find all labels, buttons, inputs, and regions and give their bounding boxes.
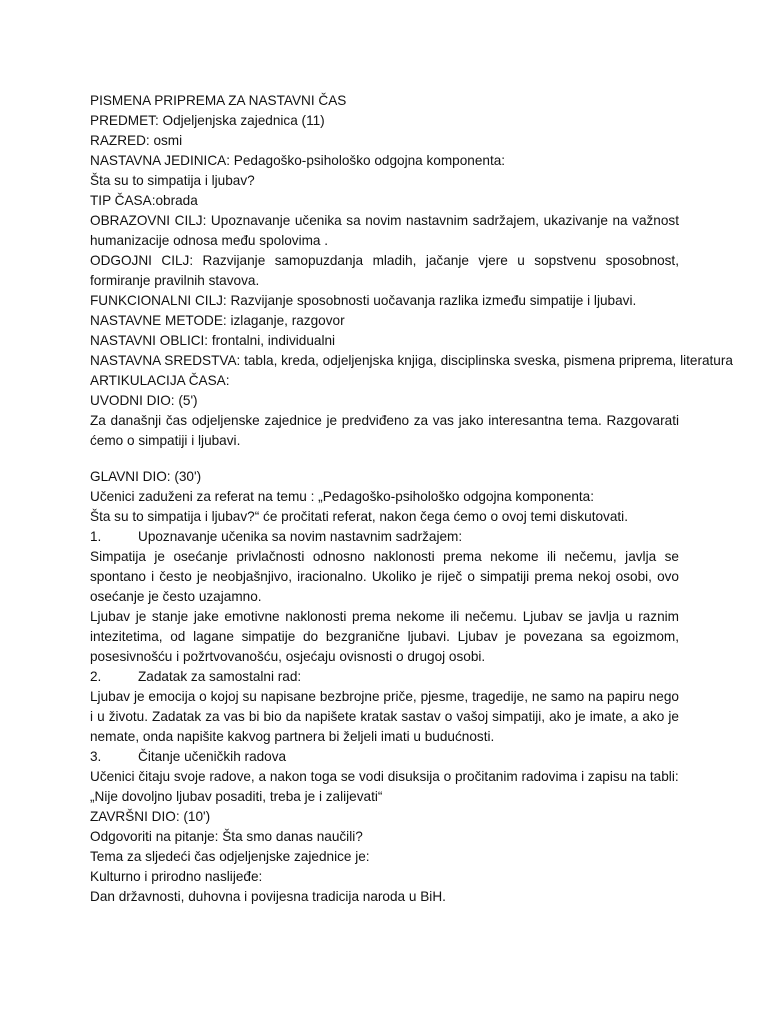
quote-line: „Nije dovoljno ljubav posaditi, treba je i zalijevati“ bbox=[90, 789, 383, 804]
assignment-paragraph: Ljubav je emocija o kojoj su napisane bezbrojne priče, pjesme, tragedije, ne samo na papiru nego i u životu. Zadatak za vas bi bio da napišete kratak sastav o vašoj simpatiji, ako je imate, a ako je nemate, onda napišite kakvog partnera bi željeli imati u budućnosti. bbox=[90, 689, 679, 744]
item-label: Upoznavanje učenika sa novim nastavnim sadržajem: bbox=[138, 529, 463, 544]
educational-goal: OBRAZOVNI CILJ: Upoznavanje učenika sa novim nastavnim sadržajem, ukazivanje na važnost humanizacije odnosa među spolovima . bbox=[90, 213, 679, 248]
lesson-unit-line: NASTAVNA JEDINICA: Pedagoško-psihološko odgojna komponenta: bbox=[90, 153, 506, 168]
reading-line: Učenici čitaju svoje radove, a nakon toga se vodi disuksija o pročitanim radovima i zapisu na tabli: bbox=[90, 769, 679, 784]
lesson-unit-subtitle: Šta su to simpatija i ljubav? bbox=[90, 173, 255, 188]
item-label: Čitanje učeničkih radova bbox=[138, 749, 287, 764]
item-number: 1. bbox=[90, 529, 102, 544]
love-paragraph: Ljubav je stanje jake emotivne naklonosti prema nekome ili nečemu. Ljubav se javlja u raznim intezitetima, od lagane simpatije do bezgranične ljubavi. Ljubav je povezana sa egoizmom, posesivnošću i požrtvovanošću, osjećaju ovisnosti o drugoj osobi. bbox=[90, 609, 679, 664]
teaching-aids: NASTAVNA SREDSTVA: tabla, kreda, odjeljenjska knjiga, disciplinska sveska, pismena priprema, literatura bbox=[90, 353, 733, 368]
intro-heading: UVODNI DIO: (5') bbox=[90, 393, 198, 408]
numbered-item-1 bbox=[90, 527, 679, 547]
closing-question: Odgovoriti na pitanje: Šta smo danas naučili? bbox=[90, 829, 363, 844]
grade-line: RAZRED: osmi bbox=[90, 133, 183, 148]
closing-heading: ZAVRŠNI DIO: (10') bbox=[90, 809, 211, 824]
item-number: 2. bbox=[90, 669, 102, 684]
upbringing-goal: ODGOJNI CILJ: Razvijanje samopuzdanja mladih, jačanje vjere u sopstvenu sposobnost, formiranje pravilnih stavova. bbox=[90, 253, 679, 288]
next-topic-title: Kulturno i prirodno naslijeđe: bbox=[90, 869, 263, 884]
lesson-articulation-heading: ARTIKULACIJA ČASA: bbox=[90, 373, 230, 388]
teaching-forms: NASTAVNI OBLICI: frontalni, individualni bbox=[90, 333, 336, 348]
numbered-item-2 bbox=[90, 667, 679, 687]
main-intro-line-1: Učenici zaduženi za referat na temu : „Pedagoško-psihološko odgojna komponenta: bbox=[90, 489, 595, 504]
lesson-type-line: TIP ČASA:obrada bbox=[90, 193, 198, 208]
teaching-methods: NASTAVNE METODE: izlaganje, razgovor bbox=[90, 313, 345, 328]
numbered-item-3 bbox=[90, 747, 679, 767]
next-topic-subtitle: Dan državnosti, duhovna i povijesna tradicija naroda u BiH. bbox=[90, 889, 446, 904]
item-label: Zadatak za samostalni rad: bbox=[138, 669, 302, 684]
functional-goal: FUNKCIONALNI CILJ: Razvijanje sposobnosti uočavanja razlika između simpatije i ljubavi. bbox=[90, 293, 637, 308]
sympathy-paragraph: Simpatija je osećanje privlačnosti odnosno naklonosti prema nekome ili nečemu, javlja se spontano i često je neobjašnjivo, iracionalno. Ukoliko je riječ o simpatiji prema nekoj osobi, ovo osećanje je često uzajamno. bbox=[90, 549, 679, 604]
document-title: PISMENA PRIPREMA ZA NASTAVNI ČAS bbox=[90, 93, 347, 108]
main-heading: GLAVNI DIO: (30') bbox=[90, 469, 202, 484]
subject-line: PREDMET: Odjeljenjska zajednica (11) bbox=[90, 113, 325, 128]
item-number: 3. bbox=[90, 749, 102, 764]
next-topic-line: Tema za sljedeći čas odjeljenjske zajednice je: bbox=[90, 849, 370, 864]
main-intro-line-2: Šta su to simpatija i ljubav?“ će pročitati referat, nakon čega ćemo o ovoj temi diskutovati. bbox=[90, 509, 628, 524]
intro-paragraph: Za današnji čas odjeljenske zajednice je predviđeno za vas jako interesantna tema. Razgovarati ćemo o simpatiji i ljubavi. bbox=[90, 413, 679, 448]
section-spacer bbox=[90, 451, 679, 467]
